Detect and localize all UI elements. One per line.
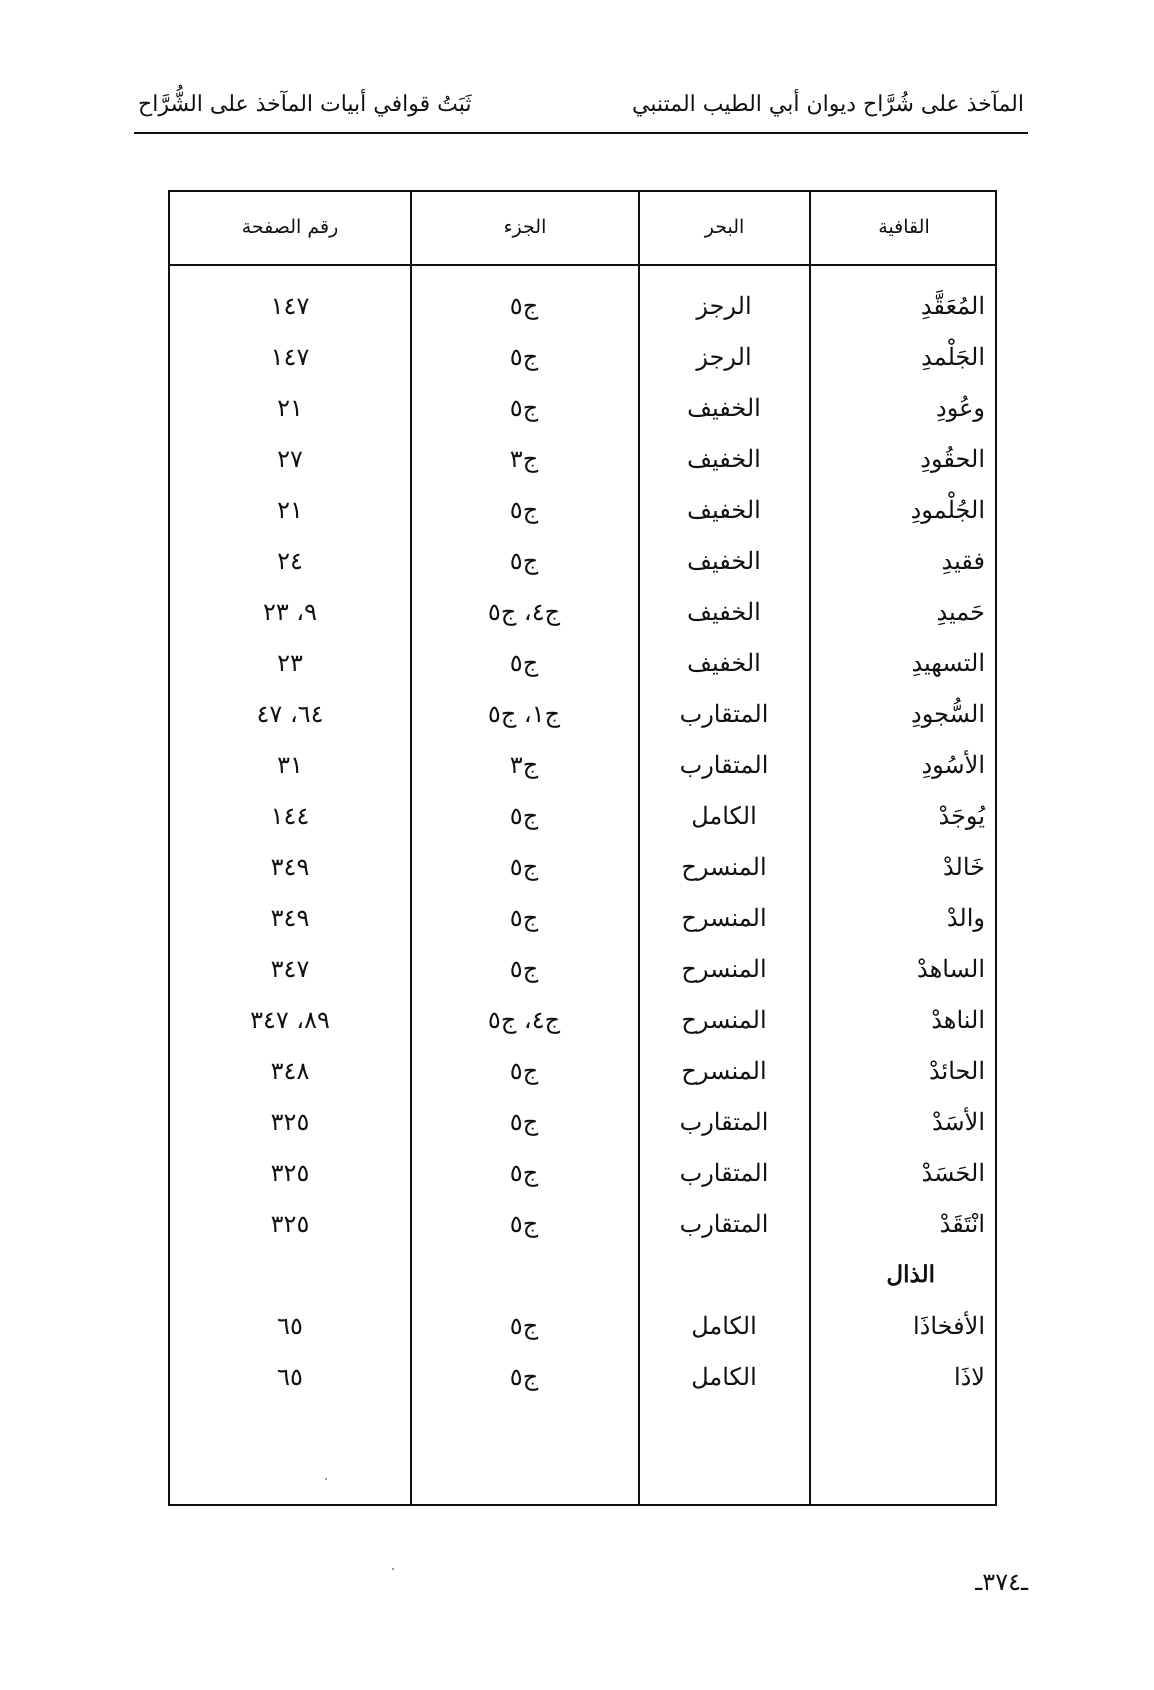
rhyme-index-table (168, 190, 997, 1506)
bahr-cell: الكامل (691, 1363, 757, 1391)
page-cell: ١٤٧ (270, 292, 310, 320)
juz-cell: ج٥ (509, 955, 539, 983)
qafiya-cell: والدْ (946, 904, 985, 932)
page-cell: ٣٤٩ (270, 904, 310, 932)
page-cell: ٦٥ (277, 1312, 303, 1340)
qafiya-cell: المُعَقَّدِ (920, 292, 985, 320)
juz-cell: ج٥ (509, 1363, 539, 1391)
qafiya-cell: الحقُودِ (920, 445, 985, 473)
qafiya-cell: الجُلْمودِ (910, 496, 985, 524)
qafiya-cell: الجَلْمدِ (921, 343, 985, 371)
bahr-cell: المتقارب (679, 1108, 769, 1136)
table-body (170, 282, 995, 1404)
juz-cell: ج٣ (509, 751, 539, 779)
juz-cell: ج٥ (509, 802, 539, 830)
page-cell: ٦٥ (277, 1363, 303, 1391)
bahr-cell: الخفيف (687, 394, 761, 422)
table-row (170, 333, 995, 384)
table-row (170, 1098, 995, 1149)
qafiya-cell: الأسَدْ (931, 1108, 985, 1136)
table-row (170, 894, 995, 945)
section-row (170, 1251, 995, 1302)
scan-speck (325, 1478, 327, 1480)
table-row (170, 843, 995, 894)
page-cell: ٣٢٥ (270, 1159, 310, 1187)
page-cell: ٩، ٢٣ (262, 598, 318, 626)
table-row (170, 537, 995, 588)
bahr-cell: المتقارب (679, 1159, 769, 1187)
table-row (170, 435, 995, 486)
juz-cell: ج٣ (509, 445, 539, 473)
qafiya-cell: انْتَقَدْ (939, 1210, 985, 1238)
running-header (134, 84, 1028, 134)
bahr-cell: الخفيف (687, 598, 761, 626)
juz-cell: ج٤، ج٥ (487, 598, 561, 626)
bahr-cell: الخفيف (687, 496, 761, 524)
table-row (170, 588, 995, 639)
bahr-cell: المتقارب (679, 751, 769, 779)
juz-cell: ج٤، ج٥ (487, 1006, 561, 1034)
bahr-cell: المتقارب (679, 1210, 769, 1238)
qafiya-cell: يُوجَدْ (938, 802, 985, 830)
table-row (170, 1302, 995, 1353)
table-row (170, 1047, 995, 1098)
page-cell: ٣٤٨ (270, 1057, 310, 1085)
juz-cell: ج٥ (509, 547, 539, 575)
juz-cell: ج٥ (509, 1210, 539, 1238)
column-header-page: رقم الصفحة (241, 216, 339, 238)
table-row (170, 1353, 995, 1404)
juz-cell: ج١، ج٥ (487, 700, 561, 728)
page-number: ـ٣٧٤ـ (975, 1568, 1028, 1596)
page-cell: ٢٤ (277, 547, 303, 575)
bahr-cell: المنسرح (681, 904, 767, 932)
page-cell: ٣٤٧ (270, 955, 310, 983)
bahr-cell: الرجز (696, 343, 752, 371)
scan-speck (392, 1568, 394, 1570)
qafiya-cell: لاذَا (953, 1363, 985, 1391)
table-row (170, 1200, 995, 1251)
juz-cell: ج٥ (509, 1312, 539, 1340)
juz-cell: ج٥ (509, 853, 539, 881)
qafiya-cell: الساهدْ (917, 955, 985, 983)
bahr-cell: المنسرح (681, 853, 767, 881)
qafiya-cell: الحَسَدْ (921, 1159, 985, 1187)
table-row (170, 996, 995, 1047)
page-cell: ٣٢٥ (270, 1210, 310, 1238)
page-cell: ٦٤، ٤٧ (256, 700, 324, 728)
juz-cell: ج٥ (509, 343, 539, 371)
juz-cell: ج٥ (509, 904, 539, 932)
qafiya-cell: الناهدْ (931, 1006, 985, 1034)
bahr-cell: الخفيف (687, 445, 761, 473)
table-row (170, 690, 995, 741)
qafiya-cell: فقيدِ (941, 547, 985, 575)
page-cell: ١٤٤ (270, 802, 310, 830)
qafiya-cell: حَميدِ (936, 598, 985, 626)
page-cell: ٢٣ (277, 649, 303, 677)
table-row (170, 792, 995, 843)
bahr-cell: الرجز (696, 292, 752, 320)
juz-cell: ج٥ (509, 1108, 539, 1136)
bahr-cell: المنسرح (681, 1057, 767, 1085)
table-row (170, 639, 995, 690)
section-title: ثَبَتُ قوافي أبيات المآخذ على الشُّرَّاح (138, 92, 472, 117)
bahr-cell: الكامل (691, 802, 757, 830)
table-row (170, 486, 995, 537)
page-cell: ٨٩، ٣٤٧ (250, 1006, 330, 1034)
qafiya-cell: الحائدْ (928, 1057, 985, 1085)
qafiya-cell: الأفخاذَا (913, 1312, 985, 1340)
qafiya-cell: السُّجودِ (911, 700, 985, 728)
column-header-juz: الجزء (503, 216, 547, 238)
bahr-cell: الكامل (691, 1312, 757, 1340)
section-heading: الذال (886, 1261, 935, 1288)
bahr-cell: المتقارب (679, 700, 769, 728)
qafiya-cell: الأسُودِ (921, 751, 985, 779)
juz-cell: ج٥ (509, 394, 539, 422)
page-cell: ٢١ (277, 394, 303, 422)
header-divider (170, 264, 995, 266)
table-row (170, 384, 995, 435)
juz-cell: ج٥ (509, 1057, 539, 1085)
bahr-cell: الخفيف (687, 649, 761, 677)
qafiya-cell: خَالدْ (942, 853, 985, 881)
juz-cell: ج٥ (509, 649, 539, 677)
table-row (170, 1149, 995, 1200)
book-title: المآخذ على شُرَّاح ديوان أبي الطيب المتنبي (632, 92, 1024, 117)
juz-cell: ج٥ (509, 1159, 539, 1187)
bahr-cell: الخفيف (687, 547, 761, 575)
column-header-bahr: البحر (704, 216, 745, 238)
page-cell: ٣٤٩ (270, 853, 310, 881)
juz-cell: ج٥ (509, 292, 539, 320)
page-cell: ٣٢٥ (270, 1108, 310, 1136)
bahr-cell: المنسرح (681, 1006, 767, 1034)
qafiya-cell: التسهيدِ (911, 649, 985, 677)
table-row (170, 282, 995, 333)
column-header-qafiya: القافية (878, 216, 930, 238)
table-row (170, 741, 995, 792)
qafiya-cell: وعُودِ (936, 394, 985, 422)
page-cell: ١٤٧ (270, 343, 310, 371)
juz-cell: ج٥ (509, 496, 539, 524)
page-cell: ٢٧ (277, 445, 303, 473)
table-row (170, 945, 995, 996)
bahr-cell: المنسرح (681, 955, 767, 983)
page-cell: ٣١ (277, 751, 303, 779)
page-cell: ٢١ (277, 496, 303, 524)
